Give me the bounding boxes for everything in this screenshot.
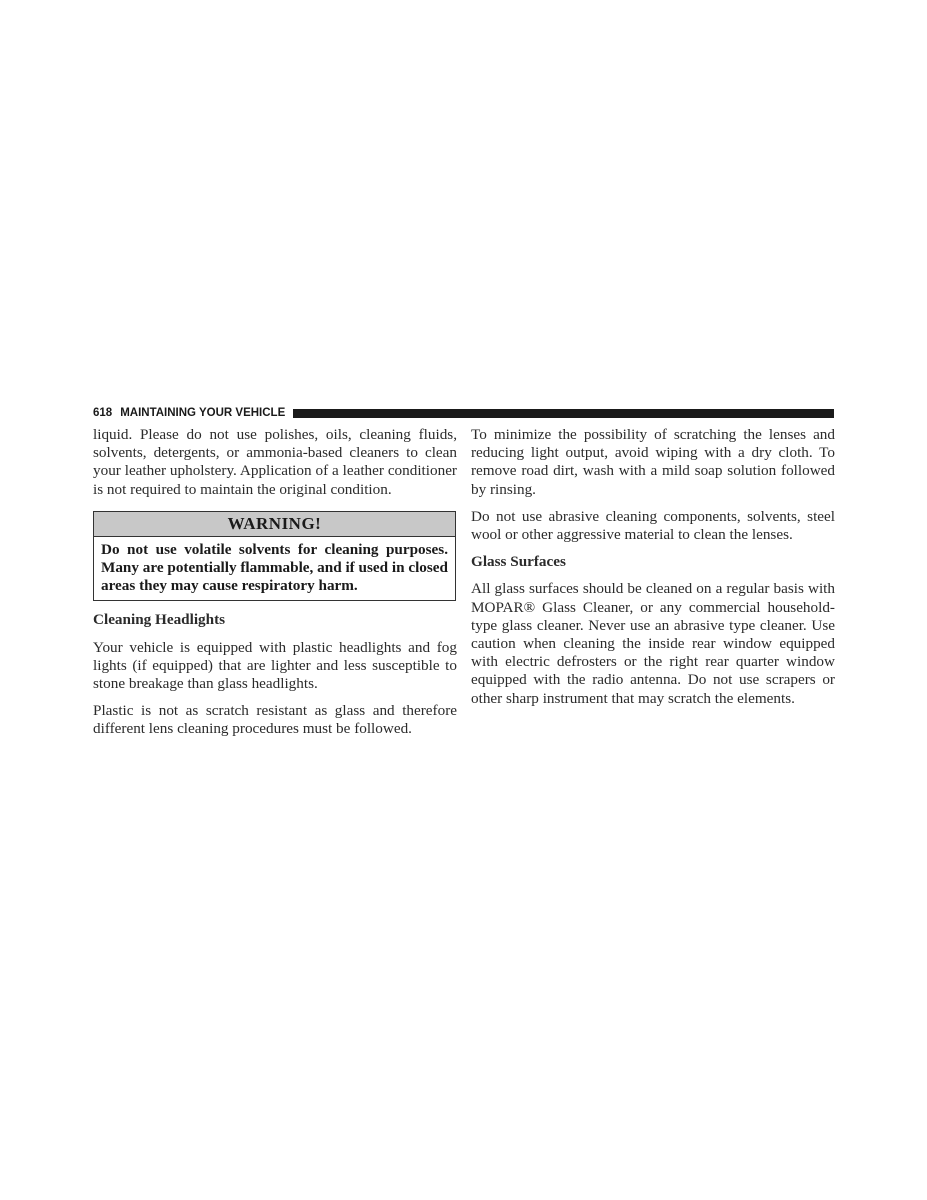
warning-box: [93, 511, 456, 602]
glass-paragraph: All glass surfaces should be cleaned on a regular basis with MOPAR® Glass Cleaner, or any commercial household-type glass cleaner. Never use an abrasive type cleaner. Use caution when cleaning the inside rear window equipped with electric defrosters or the right rear quarter window equipped with the radio antenna. Do not use scrapers or other sharp instrument that may scratch the elements.: [471, 580, 835, 707]
lens-paragraph-1: To minimize the possibility of scratching the lenses and reducing light output, avoid wiping with a dry cloth. To remove road dirt, wash with a mild soap solution followed by rinsing.: [471, 426, 835, 498]
glass-heading: Glass Surfaces: [471, 553, 566, 571]
left-column: [93, 426, 457, 748]
section-title: MAINTAINING YOUR VEHICLE: [120, 407, 286, 419]
page-number: 618: [93, 407, 113, 419]
headlights-paragraph-2: Plastic is not as scratch resistant as glass and therefore different lens cleaning procedures must be followed.: [93, 702, 457, 738]
lens-paragraph-2: Do not use abrasive cleaning components, solvents, steel wool or other aggressive material to clean the lenses.: [471, 507, 835, 544]
headlights-paragraph-1: Your vehicle is equipped with plastic headlights and fog lights (if equipped) that are lighter and less susceptible to stone breakage than glass headlights.: [93, 638, 457, 693]
warning-title: WARNING!: [94, 512, 455, 537]
right-column: [471, 426, 835, 717]
header-rule: [293, 409, 834, 418]
page-header: [93, 405, 834, 421]
headlights-heading: Cleaning Headlights: [93, 611, 226, 629]
intro-paragraph: liquid. Please do not use polishes, oils, cleaning fluids, solvents, detergents, or ammonia-based cleaners to clean your leather upholstery. Application of a leather conditioner is not required to maintain the original condition.: [93, 426, 457, 498]
warning-body: Do not use volatile solvents for cleaning purposes. Many are potentially flammable, and if used in closed areas they may cause respiratory harm.: [101, 540, 448, 595]
